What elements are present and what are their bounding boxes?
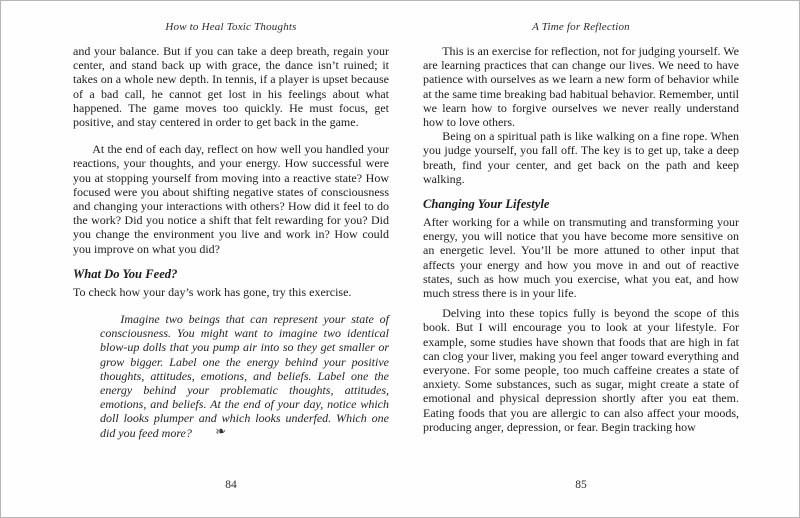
page-number-left: 84 bbox=[225, 479, 237, 491]
section-heading-what-do-you-feed: What Do You Feed? bbox=[73, 266, 178, 281]
fleuron-ornament-icon: ❧ bbox=[214, 422, 227, 439]
running-head-right: A Time for Reflection bbox=[532, 21, 630, 33]
exercise-text: Imagine two beings that can represent your state of consciousness. You might want to imagine two identical blow-up dolls that you pump air into so they get smaller or grow bigger. Label one the energy behind your positive thoughts, attitudes, emotions, and beliefs. Label one the energy behind your problematic thoughts, attitudes, emotions, and beliefs. At the end of your day, notice which doll looks plumper and which looks underfed. Which one did you feed more? bbox=[100, 312, 389, 440]
paragraph-transmuting-energy: After working for a while on transmuting and transforming your energy, you will notice that you have become more sensitive on an energetic level. You’ll be more attuned to other input that affects your energy and how you move in and out of reactive states, such as how much you exercise, what you eat, and how much stress there is in your life. bbox=[423, 215, 739, 301]
paragraph-lifestyle-foods: Delving into these topics fully is beyond the scope of this book. But I will encourage you to look at your lifestyle. For example, some studies have shown that foods that are high in fat can clog your liver, making you feel anger toward everything and everyone. For some people, too much caffeine creates a state of anxiety. Some substances, such as sugar, might create a state of emotional and physical depression shortly after you eat them. Eating foods that you are allergic to can also affect your moods, producing anger, depression, or fear. Begin tracking how bbox=[423, 306, 739, 434]
paragraph-balance: and your balance. But if you can take a deep breath, regain your center, and stand back up with grace, the dance isn’t ruined; it takes on a whole new depth. In tennis, if a player is upset because of a bad call, he cannot get lost in his feelings about what happened. The game moves too quickly. He must focus, get positive, and stay centered in order to get back in the game. bbox=[73, 44, 389, 130]
page-right bbox=[423, 21, 739, 491]
running-head-left: How to Heal Toxic Thoughts bbox=[165, 21, 297, 33]
paragraph-exercise-for-reflection: This is an exercise for reflection, not for judging yourself. We are learning practices that can change our lives. We need to have patience with ourselves as we learn a new form of behavior while at the same time breaking bad habitual behavior. Remember, until we learn how to forgive ourselves we never really understand how to love others. bbox=[423, 44, 739, 130]
page-left bbox=[73, 21, 389, 491]
paragraph-end-of-day-reflection: At the end of each day, reflect on how well you handled your reactions, your thoughts, and your energy. How successful were you at stopping yourself from moving into a reactive state? How focused were you about shifting negative states of consciousness and changing your interactions with others? How did it feel to do the work? Did you notice a shift that felt rewarding for you? Did you change the environment you live and work in? How could you improve on what you did? bbox=[73, 142, 389, 256]
exercise-intro: To check how your day’s work has gone, try this exercise. bbox=[73, 284, 352, 299]
paragraph-spiritual-path: Being on a spiritual path is like walking on a fine rope. When you judge yourself, you fall off. The key is to get up, take a deep breath, find your center, and get back on the path and keep walking. bbox=[423, 129, 739, 186]
exercise-block bbox=[100, 312, 389, 440]
page-number-right: 85 bbox=[575, 479, 587, 491]
section-heading-changing-your-lifestyle: Changing Your Lifestyle bbox=[423, 197, 550, 212]
